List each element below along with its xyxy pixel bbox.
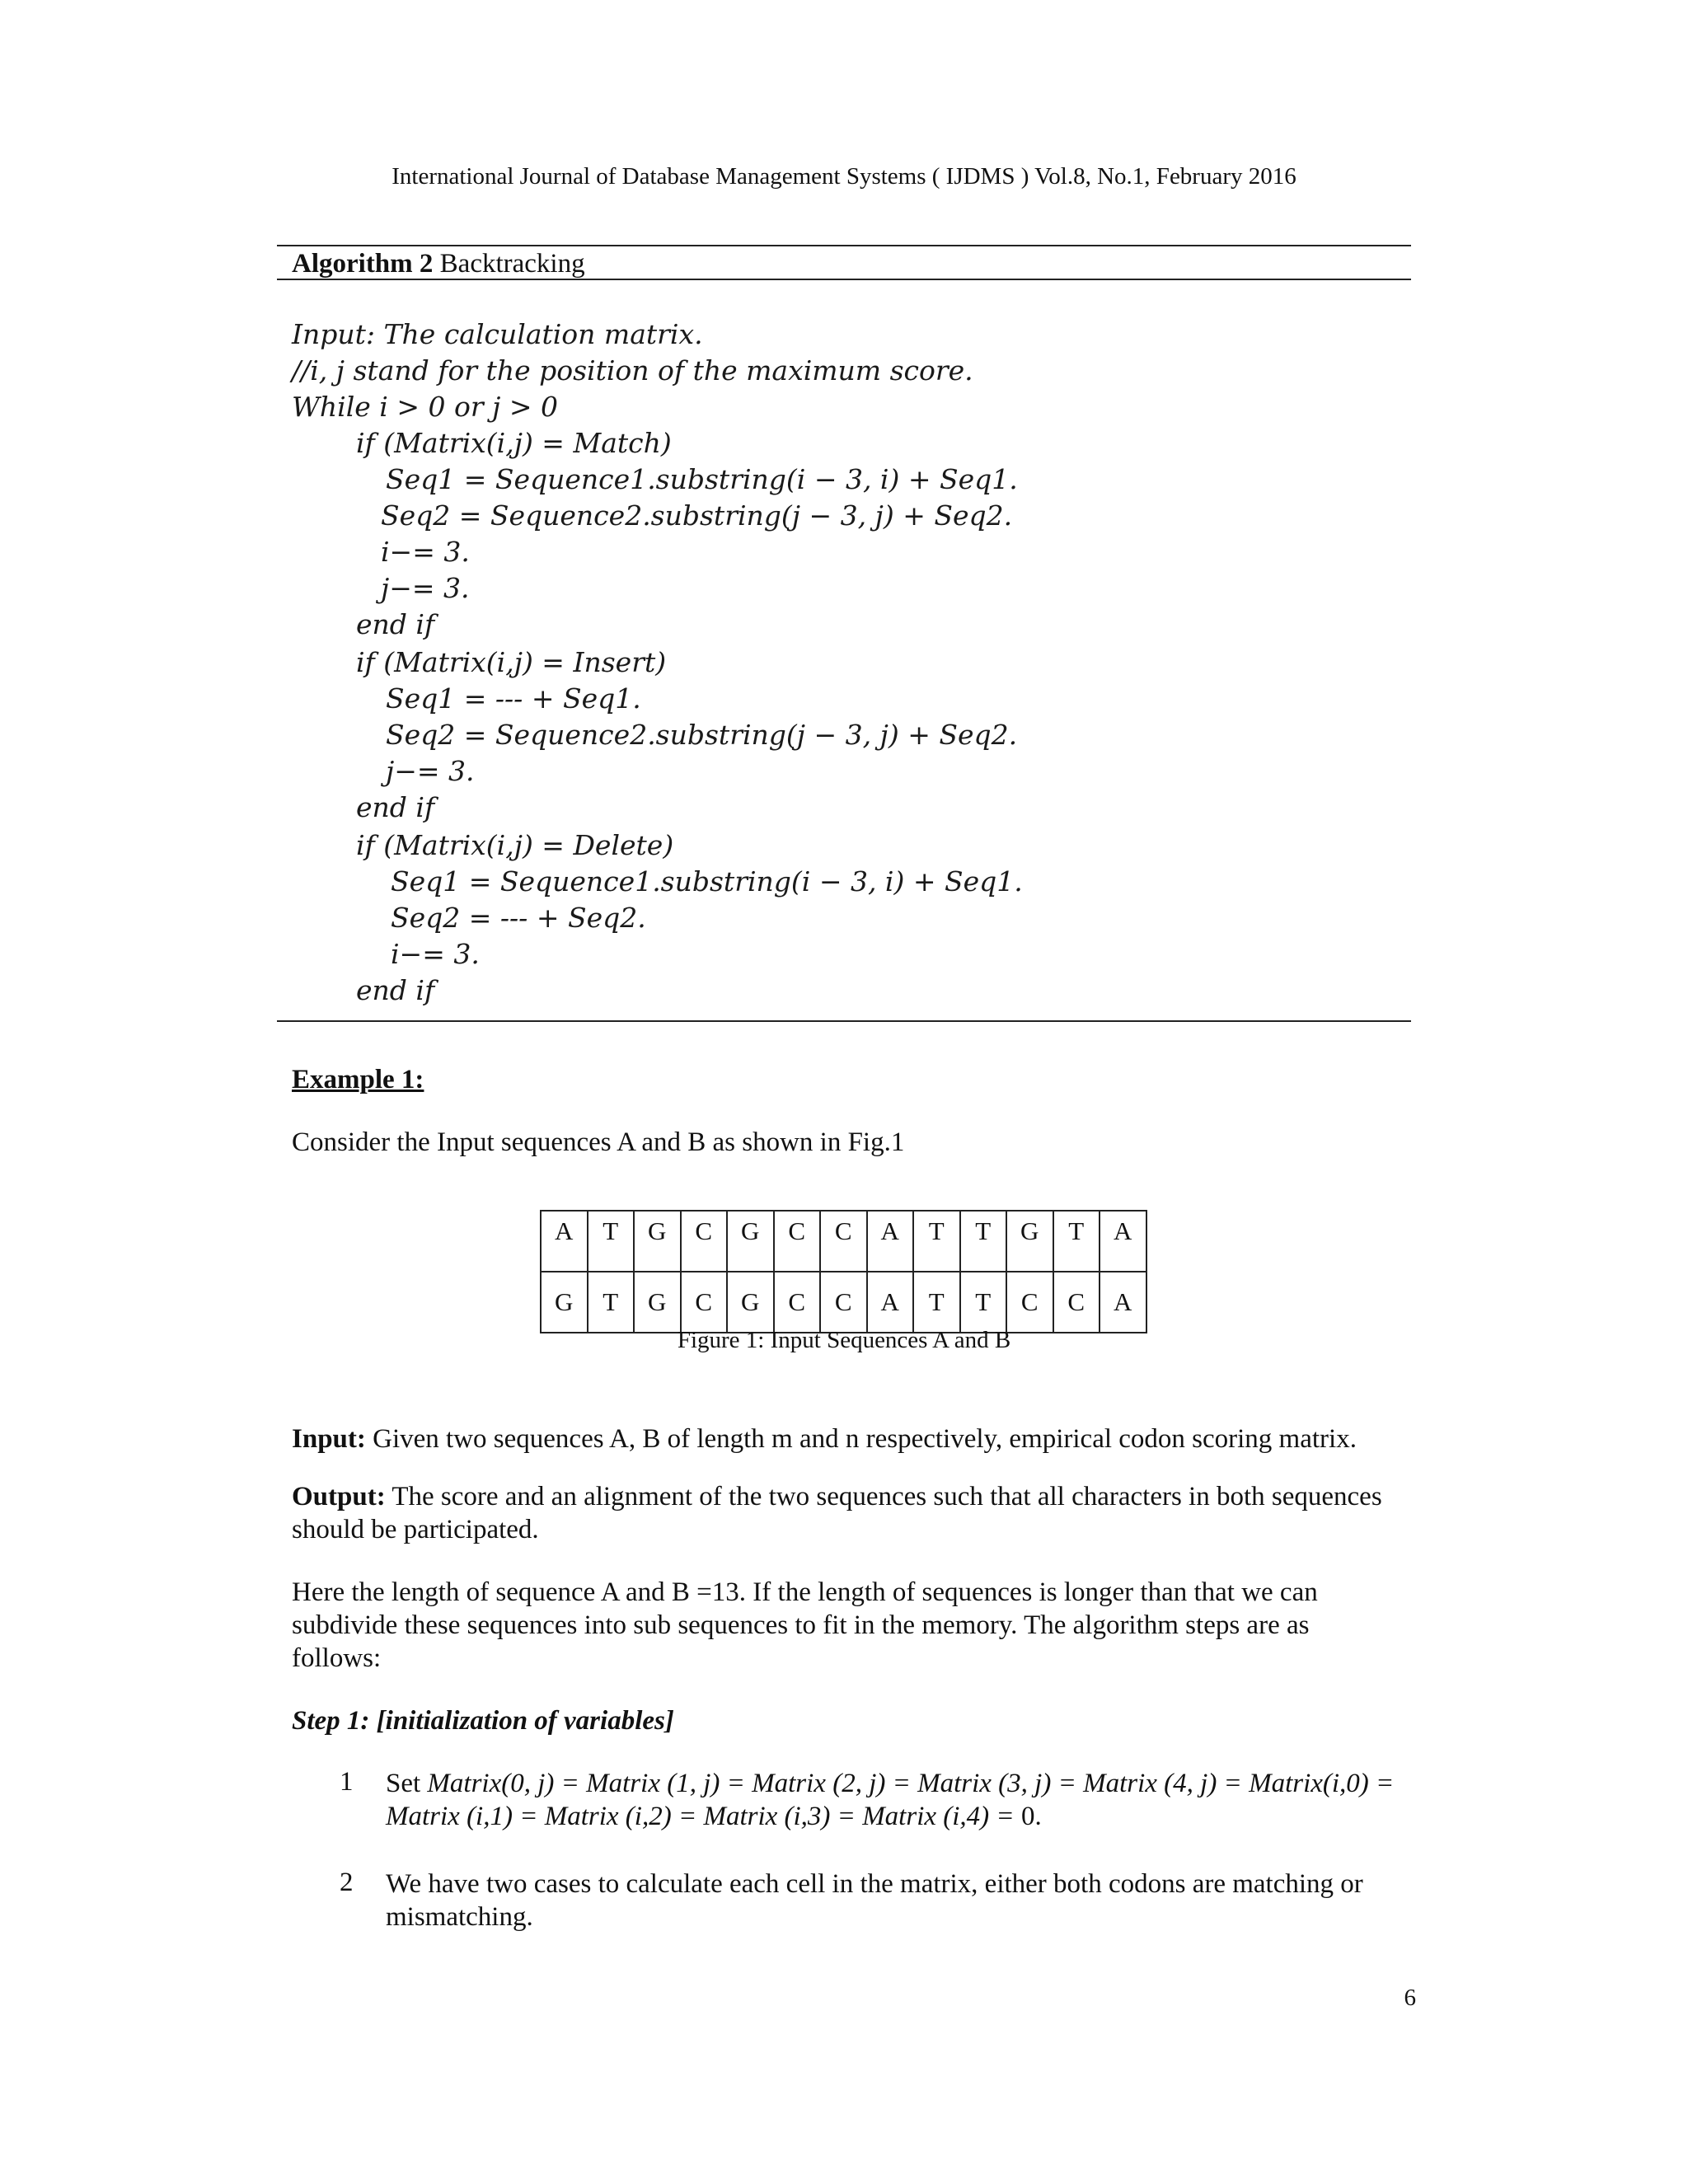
code-line: Seq2 = --- + Seq2. xyxy=(391,902,646,934)
sequence-cell: G xyxy=(727,1272,774,1333)
algorithm-label: Algorithm 2 xyxy=(292,249,434,279)
sequence-cell: C xyxy=(681,1211,728,1272)
sequence-cell: T xyxy=(588,1272,635,1333)
code-line: i−= 3. xyxy=(391,938,480,970)
code-line: //i, j stand for the position of the maximum score. xyxy=(292,354,973,387)
example-intro: Consider the Input sequences A and B as shown in Fig.1 xyxy=(292,1127,905,1157)
sequence-cell: A xyxy=(1100,1211,1146,1272)
sequence-cell: T xyxy=(960,1211,1007,1272)
algorithm-bottom-rule xyxy=(277,1020,1411,1022)
sequence-cell: A xyxy=(541,1211,588,1272)
algorithm-title xyxy=(292,249,585,279)
sequence-cell: C xyxy=(774,1211,821,1272)
sequence-cell: C xyxy=(1006,1272,1053,1333)
output-text: The score and an alignment of the two sequences such that all characters in both sequences should be participated. xyxy=(292,1482,1382,1544)
code-line: if (Matrix(i,j) = Insert) xyxy=(356,646,667,678)
input-sequences-table xyxy=(540,1210,1147,1333)
sequence-cell: A xyxy=(867,1211,914,1272)
sequence-cell: T xyxy=(913,1272,960,1333)
sequence-cell: G xyxy=(634,1211,681,1272)
sequence-cell: C xyxy=(681,1272,728,1333)
sequence-cell: G xyxy=(1006,1211,1053,1272)
code-line: Seq2 = Sequence2.substring(j − 3, j) + Seq2. xyxy=(386,719,1018,751)
figure-caption: Figure 1: Input Sequences A and B xyxy=(677,1327,1011,1353)
sequence-a-row xyxy=(541,1211,1146,1272)
list-number: 2 xyxy=(340,1868,354,1897)
code-line: Seq1 = Sequence1.substring(i − 3, i) + Seq1. xyxy=(386,463,1018,495)
sequence-cell: G xyxy=(541,1272,588,1333)
list-item: We have two cases to calculate each cell in the matrix, either both codons are matching or mismatching. xyxy=(386,1869,1363,1932)
sequence-cell: A xyxy=(867,1272,914,1333)
list-item-suffix: 0. xyxy=(1014,1802,1042,1831)
sequence-cell: A xyxy=(1100,1272,1146,1333)
code-line: if (Matrix(i,j) = Match) xyxy=(356,427,672,459)
list-item xyxy=(386,1767,1424,1833)
code-line: Input: The calculation matrix. xyxy=(292,318,703,350)
journal-header: International Journal of Database Management Systems ( IJDMS ) Vol.8, No.1, February 2016 xyxy=(392,163,1296,190)
code-line: Seq1 = Sequence1.substring(i − 3, i) + Seq1. xyxy=(391,865,1023,898)
algorithm-top-rule xyxy=(277,245,1411,246)
sequence-cell: T xyxy=(588,1211,635,1272)
input-paragraph xyxy=(292,1422,1421,1455)
code-line: While i > 0 or j > 0 xyxy=(292,391,558,423)
list-item-prefix: Set xyxy=(386,1769,428,1798)
output-label: Output: xyxy=(292,1482,386,1511)
input-text: Given two sequences A, B of length m and n respectively, empirical codon scoring matrix. xyxy=(365,1424,1357,1454)
list-item-formula: Matrix(0, j) = Matrix (1, j) = Matrix (2, j) = Matrix (3, j) = Matrix (4, j) = Matrix(i,0) = Matrix (i,1) = Matrix (i,2) = Matrix (i,3) = Matrix (i,4) = xyxy=(386,1769,1395,1831)
sequence-b-row xyxy=(541,1272,1146,1333)
code-line: i−= 3. xyxy=(381,536,470,568)
code-line: j−= 3. xyxy=(381,572,470,604)
code-line: if (Matrix(i,j) = Delete) xyxy=(356,829,674,861)
sequence-cell: G xyxy=(634,1272,681,1333)
list-number: 1 xyxy=(340,1767,354,1797)
sequence-cell: T xyxy=(960,1272,1007,1333)
sequence-cell: C xyxy=(774,1272,821,1333)
sequence-cell: T xyxy=(1053,1211,1100,1272)
code-line: Seq1 = --- + Seq1. xyxy=(386,682,641,715)
code-line: end if xyxy=(356,608,435,640)
sequence-cell: C xyxy=(820,1272,867,1333)
step-1-heading: Step 1: [initialization of variables] xyxy=(292,1706,674,1736)
code-line: end if xyxy=(356,791,435,823)
code-line: j−= 3. xyxy=(386,755,475,787)
algorithm-title-rule xyxy=(277,279,1411,280)
length-paragraph: Here the length of sequence A and B =13. If the length of sequences is longer than that we can subdivide these sequences into sub sequences to fit in the memory. The algorithm steps are as follows: xyxy=(292,1577,1318,1673)
sequence-cell: C xyxy=(1053,1272,1100,1333)
sequence-cell: C xyxy=(820,1211,867,1272)
algorithm-name: Backtracking xyxy=(439,249,585,279)
input-label: Input: xyxy=(292,1424,366,1454)
page-number: 6 xyxy=(1404,1985,1416,2011)
output-paragraph xyxy=(292,1480,1396,1546)
example-title: Example 1: xyxy=(292,1065,424,1094)
code-line: end if xyxy=(356,974,435,1006)
code-line: Seq2 = Sequence2.substring(j − 3, j) + Seq2. xyxy=(381,499,1013,532)
sequence-cell: T xyxy=(913,1211,960,1272)
sequence-cell: G xyxy=(727,1211,774,1272)
